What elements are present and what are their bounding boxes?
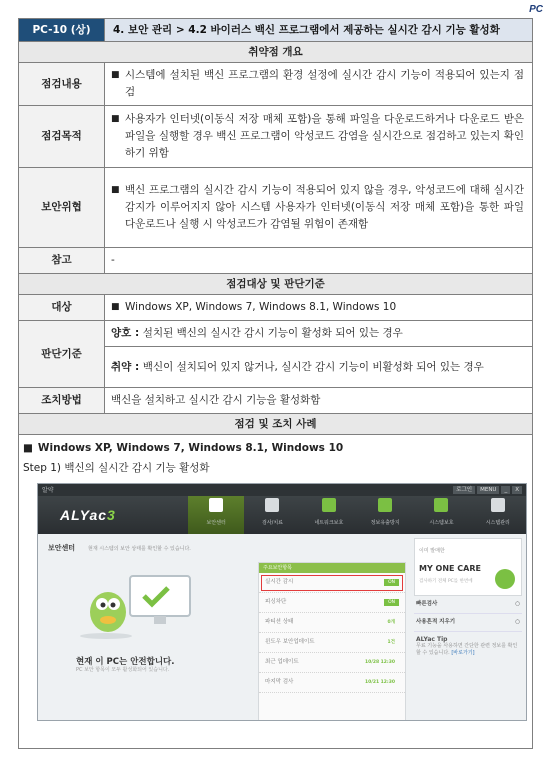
alyac-screenshot — [37, 483, 527, 721]
bullet-icon: ■ — [111, 185, 120, 195]
menu-button[interactable]: MENU — [477, 486, 499, 494]
row-phishing[interactable]: 피싱차단 ON — [259, 593, 405, 613]
network-icon — [322, 498, 336, 512]
purpose-text: 사용자가 인터넷(이동식 저장 매체 포함)을 통해 파일을 다운로드하거나 다운로드 받은 파일을 실행할 경우 백신 프로그램이 악성코드 감염을 실시간으로 점검하고 있는지 확인하기 위함 — [125, 113, 524, 159]
nav-system-protect[interactable]: 시스템보호 — [413, 496, 469, 534]
app-toolbar — [38, 496, 526, 534]
label-action: 조치방법 — [19, 388, 105, 414]
minimize-button[interactable]: _ — [501, 486, 510, 494]
my-one-care-card[interactable]: 이미 발매한 MY ONE CARE 검사하기 전체 PC를 한번에 — [414, 538, 522, 596]
case-heading: Windows XP, Windows 7, Windows 8.1, Windows 10 — [37, 442, 344, 454]
case-step: Step 1) 백신의 실시간 감시 기능 활성화 — [23, 462, 210, 474]
magnifier-icon — [265, 498, 279, 512]
toggle-realtime[interactable]: ON — [384, 579, 399, 586]
row-last-update: 최근 업데이트 10/28 12:30 — [259, 653, 405, 673]
user-icon — [378, 498, 392, 512]
nav-system-manage[interactable]: 시스템관리 — [470, 496, 526, 534]
gear-icon — [491, 498, 505, 512]
alyac-logo: ALYac3 — [60, 506, 116, 523]
label-target: 대상 — [19, 295, 105, 321]
nav-network[interactable]: 네트워크보호 — [301, 496, 357, 534]
security-center-subtitle: 현재 시스템의 보안 상태를 확인할 수 있습니다. — [88, 546, 191, 552]
row-realtime-monitor[interactable]: 실시간 감시 ON — [259, 573, 405, 593]
section-cases: 점검 및 조치 사례 — [19, 414, 533, 435]
case-content — [19, 435, 533, 749]
good-key: 양호 : — [111, 327, 143, 339]
bullet-icon: ■ — [23, 442, 33, 454]
label-purpose: 점검목적 — [19, 106, 105, 168]
card-title: MY ONE CARE — [419, 564, 481, 573]
nav-scan[interactable]: 검사/치료 — [244, 496, 300, 534]
action-text: 백신을 설치하고 실시간 감시 기능을 활성화함 — [105, 388, 533, 414]
row-last-scan: 마지막 검사 10/21 12:30 — [259, 673, 405, 693]
checklist-table — [18, 18, 533, 749]
bullet-icon: ■ — [111, 114, 120, 124]
tip-link[interactable]: [바로가기] — [451, 650, 475, 656]
safe-status-sub: PC 보안 항목이 모두 활성화되어 있습니다. — [76, 667, 170, 673]
panel-header: 주요보안항목 — [259, 563, 405, 573]
corner-tag: PC — [529, 4, 543, 15]
clear-traces-link[interactable]: 사용흔적 지우기 ○ — [414, 614, 522, 632]
shield-icon — [434, 498, 448, 512]
login-button[interactable]: 로그인 — [453, 486, 475, 494]
section-criteria: 점검대상 및 판단기준 — [19, 274, 533, 295]
target-text: Windows XP, Windows 7, Windows 8.1, Windows 10 — [125, 301, 397, 313]
bad-key: 취약 : — [111, 360, 143, 373]
safe-status-text: 현재 이 PC는 안전합니다. — [76, 657, 175, 667]
app-titlebar — [38, 484, 526, 496]
good-text: 설치된 백신의 실시간 감시 기능이 활성화 되어 있는 경우 — [142, 327, 403, 339]
threat-text: 백신 프로그램의 실시간 감시 기능이 적용되어 있지 않을 경우, 악성코드에 대해 실시간 감지가 이루어지지 않아 시스템 사용자가 인터넷(이동식 저장 매체 포함)을 통한 파일 다운로드나 실행 시 악성코드가 감염될 위험이 존재함 — [125, 184, 524, 230]
bad-text: 백신이 설치되어 있지 않거나, 실시간 감시 기능이 비활성화 되어 있는 경우 — [142, 360, 484, 373]
app-title: 알약 — [42, 486, 54, 494]
item-title: 4. 보안 관리 > 4.2 바이러스 백신 프로그램에서 제공하는 실시간 감시 기능 활성화 — [105, 19, 533, 42]
check-content-text: 시스템에 설치된 백신 프로그램의 환경 설정에 실시간 감시 기능이 적용되어 있는지 점검 — [125, 69, 524, 98]
alyac-tip: ALYac Tip 무료 기능을 사용하면 간단한 관련 정보를 확인할 수 있습니다. [바로가기] — [416, 636, 518, 656]
security-items-panel — [258, 562, 406, 721]
nav-privacy[interactable]: 정보유출방지 — [357, 496, 413, 534]
home-icon — [209, 498, 223, 512]
quick-scan-link[interactable]: 빠른검사 ○ — [414, 596, 522, 614]
right-column — [414, 538, 522, 657]
security-center-title: 보안센터 — [48, 544, 76, 552]
circle-icon: ○ — [515, 601, 520, 607]
label-judgment: 판단기준 — [19, 321, 105, 388]
mascot-illustration — [78, 570, 198, 640]
label-check-content: 점검내용 — [19, 63, 105, 106]
label-threat: 보안위협 — [19, 168, 105, 248]
close-button[interactable]: X — [512, 486, 522, 494]
arrow-icon[interactable] — [495, 569, 515, 589]
circle-icon: ○ — [515, 619, 520, 625]
bullet-icon: ■ — [111, 302, 120, 312]
item-id: PC-10 (상) — [19, 19, 105, 42]
label-reference: 참고 — [19, 248, 105, 274]
nav-security-center[interactable]: 보안센터 — [188, 496, 244, 534]
row-windows-update: 윈도우 보안업데이트 1건 — [259, 633, 405, 653]
reference-text: - — [105, 248, 533, 274]
bullet-icon: ■ — [111, 70, 120, 80]
section-overview: 취약점 개요 — [19, 42, 533, 63]
row-partition: 파티션 상태 0개 — [259, 613, 405, 633]
